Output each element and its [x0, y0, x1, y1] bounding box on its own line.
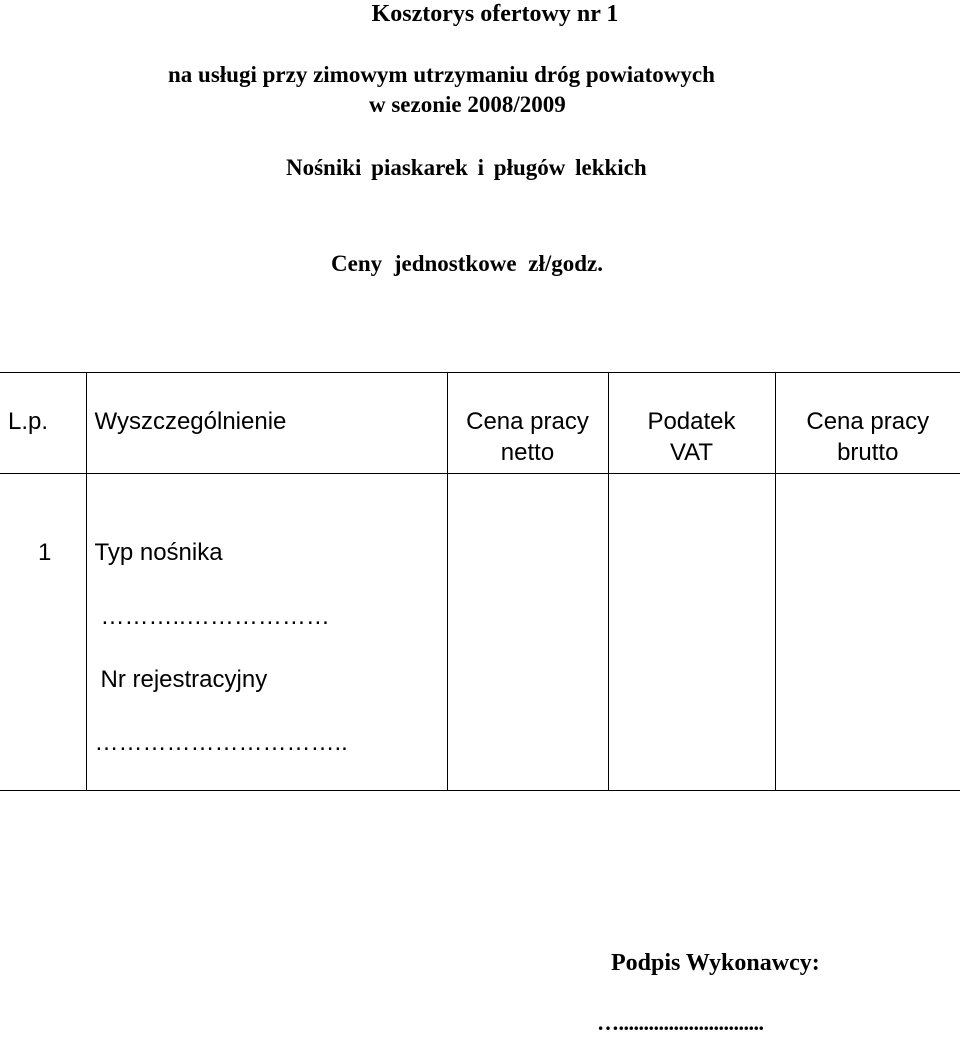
- header-lp-line1: L.p.: [8, 408, 49, 435]
- table-row: [0, 474, 960, 791]
- row-net-price-cell[interactable]: [447, 474, 608, 791]
- document-subtitle-line2: w sezonie 2008/2009: [369, 92, 566, 117]
- header-description: [86, 373, 447, 474]
- header-lp: [0, 373, 86, 474]
- header-gross-price: [775, 373, 960, 474]
- row-lp: 1: [38, 539, 52, 566]
- section-title: Nośniki piaskarek i pługów lekkich: [286, 155, 647, 180]
- row-type-dots-field[interactable]: ………..………………: [100, 603, 330, 630]
- header-vat-line2: VAT: [669, 439, 714, 466]
- header-gross-price-line1: Cena pracy: [806, 408, 930, 435]
- row-type-label: Typ nośnika: [94, 539, 223, 566]
- signature-dots-field[interactable]: ….............................: [597, 1010, 764, 1035]
- row-description-cell: [86, 474, 447, 791]
- cost-table: [0, 372, 960, 791]
- row-registration-dots-field[interactable]: …………………………..: [94, 729, 348, 756]
- header-gross-price-line2: brutto: [837, 439, 899, 466]
- header-vat-line1: Podatek: [647, 408, 736, 435]
- header-net-price-line2: netto: [500, 439, 555, 466]
- header-vat: [608, 373, 775, 474]
- table-header-row: [0, 373, 960, 474]
- row-lp-cell: [0, 474, 86, 791]
- row-registration-label: Nr rejestracyjny: [100, 666, 268, 693]
- header-net-price-line1: Cena pracy: [466, 408, 589, 435]
- header-description-line1: Wyszczególnienie: [94, 408, 287, 435]
- row-vat-cell[interactable]: [608, 474, 775, 791]
- prices-label: Ceny jednostkowe zł/godz.: [331, 251, 604, 276]
- header-net-price: [447, 373, 608, 474]
- document-title: Kosztorys ofertowy nr 1: [371, 1, 619, 27]
- document-subtitle-line1: na usługi przy zimowym utrzymaniu dróg powiatowych: [168, 62, 715, 87]
- signature-label: Podpis Wykonawcy:: [611, 950, 820, 976]
- row-gross-price-cell[interactable]: [775, 474, 960, 791]
